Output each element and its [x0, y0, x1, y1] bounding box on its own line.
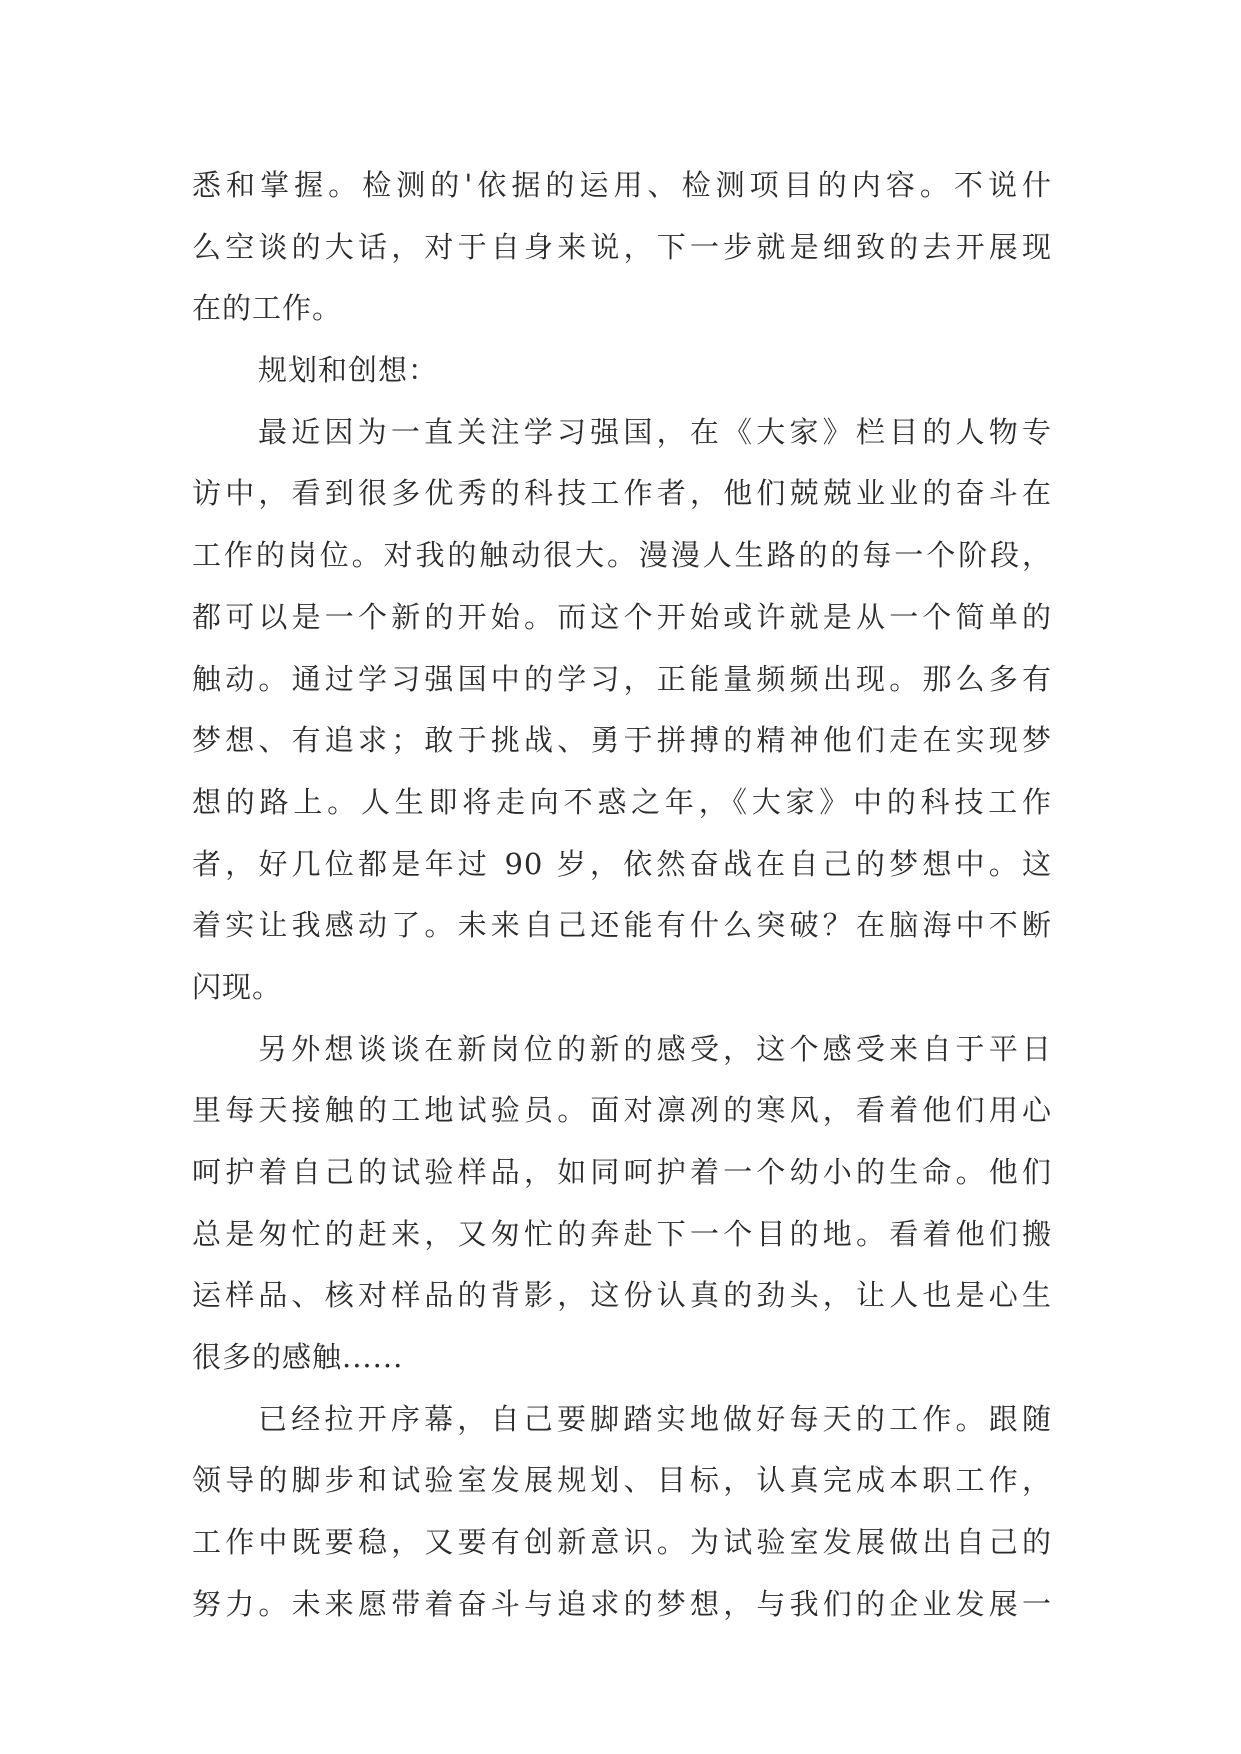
paragraph-line: 访中，看到很多优秀的科技工作者，他们兢兢业业的奋斗在: [192, 476, 1052, 511]
paragraph-line: 工作的岗位。对我的触动很大。漫漫人生路的的每一个阶段，: [192, 538, 1052, 573]
section-heading: 规划和创想：: [258, 353, 439, 388]
paragraph-line: 领导的脚步和试验室发展规划、目标，认真完成本职工作，: [192, 1463, 1052, 1498]
paragraph-line: 最近因为一直关注学习强国，在《大家》栏目的人物专: [258, 414, 1052, 449]
paragraph-line: 已经拉开序幕，自己要脚踏实地做好每天的工作。跟随: [258, 1401, 1052, 1436]
paragraph-line: 都可以是一个新的开始。而这个开始或许就是从一个简单的: [192, 599, 1052, 634]
paragraph-line: 努力。未来愿带着奋斗与追求的梦想，与我们的企业发展一: [192, 1586, 1052, 1621]
paragraph-line: 触动。通过学习强国中的学习，正能量频频出现。那么多有: [192, 661, 1052, 696]
paragraph-line: 运样品、核对样品的背影，这份认真的劲头，让人也是心生: [192, 1278, 1052, 1313]
paragraph-line: 者，好几位都是年过 90 岁，依然奋战在自己的梦想中。这: [192, 846, 1052, 881]
paragraph-line: 着实让我感动了。未来自己还能有什么突破？在脑海中不断: [192, 908, 1052, 943]
paragraph-line: 梦想、有追求；敢于挑战、勇于拼搏的精神他们走在实现梦: [192, 723, 1052, 758]
paragraph-line: 呵护着自己的试验样品，如同呵护着一个幼小的生命。他们: [192, 1155, 1052, 1189]
paragraph-line: 悉和掌握。检测的'依据的运用、检测项目的内容。不说什: [192, 168, 1052, 202]
paragraph-line: 工作中既要稳，又要有创新意识。为试验室发展做出自己的: [192, 1525, 1052, 1560]
document-body: [192, 155, 1052, 1636]
paragraph-line: 么空谈的大话，对于自身来说，下一步就是细致的去开展现: [192, 229, 1052, 264]
paragraph-line: 里每天接触的工地试验员。面对凛冽的寒风，看着他们用心: [192, 1093, 1052, 1128]
paragraph-line: 想的路上。人生即将走向不惑之年，《大家》中的科技工作: [192, 784, 1052, 819]
paragraph-line: 总是匆忙的赶来，又匆忙的奔赴下一个目的地。看着他们搬: [192, 1216, 1052, 1251]
paragraph-line: 很多的感触......: [192, 1340, 404, 1375]
paragraph-line: 闪现。: [192, 969, 283, 1004]
paragraph-line: 在的工作。: [192, 291, 343, 326]
paragraph-line: 另外想谈谈在新岗位的新的感受，这个感受来自于平日: [258, 1031, 1052, 1066]
